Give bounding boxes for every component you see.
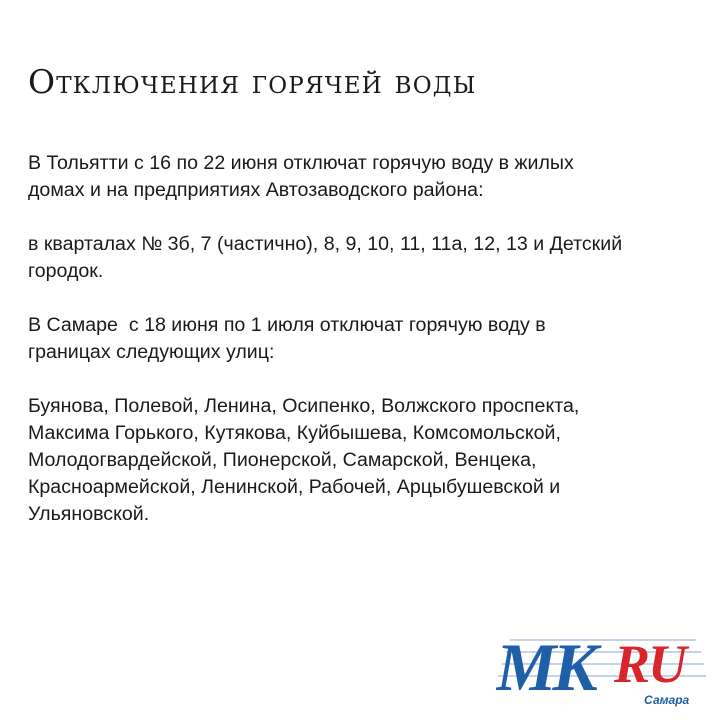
text-line: В Тольятти с 16 по 22 июня отключат горячую воду в жилых [28,152,574,174]
text-line: Максима Горького, Кутякова, Куйбышева, Комсомольской, [28,422,561,444]
paragraph-quarters [28,231,700,285]
text-line: границах следующих улиц: [28,341,275,363]
text-line: В Самаре с 18 июня по 1 июля отключат горячую воду в [28,314,546,336]
paragraph-tolyatti [28,150,700,204]
paragraph-samara [28,312,700,366]
logo-ru-text: RU [614,634,686,694]
text-line: Красноармейской, Ленинской, Рабочей, Арцыбушевской и [28,476,561,498]
text-line: городок. [28,260,104,282]
text-line: в кварталах № 3б, 7 (частично), 8, 9, 10, 11, 11а, 12, 13 и Детский [28,233,623,255]
text-line: домах и на предприятиях Автозаводского района: [28,179,484,201]
logo-mk-text: MK [496,629,594,705]
paragraph-streets [28,393,700,528]
text-line: Ульяновской. [28,503,150,525]
mk-ru-samara-logo [496,618,708,710]
page-title: Отключения горячей воды [28,62,477,101]
article-body [28,150,700,555]
text-line: Молодогвардейской, Пионерской, Самарской, Венцека, [28,449,537,471]
text-line: Буянова, Полевой, Ленина, Осипенко, Волжского проспекта, [28,395,580,417]
logo-city-text: Самара [644,693,690,707]
